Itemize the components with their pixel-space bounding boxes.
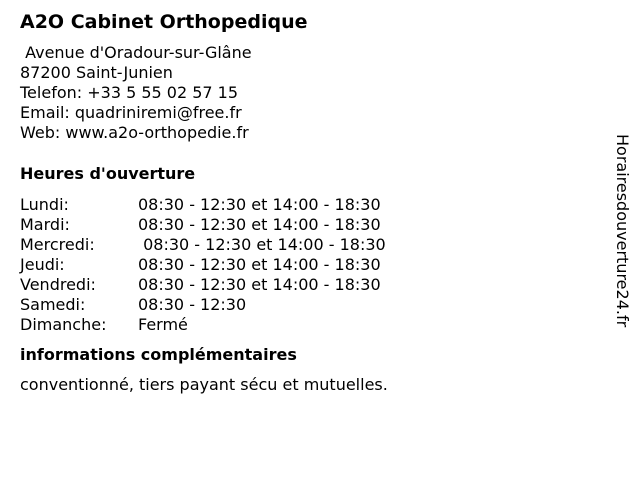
day-label: Lundi: (20, 195, 69, 214)
hours-row-friday (20, 275, 590, 295)
day-hours: 08:30 - 12:30 et 14:00 - 18:30 (138, 195, 381, 214)
opening-hours-heading: Heures d'ouverture (20, 164, 196, 183)
day-hours: 08:30 - 12:30 et 14:00 - 18:30 (138, 275, 381, 294)
hours-row-thursday (20, 255, 590, 275)
day-label: Mercredi: (20, 235, 95, 254)
address-city: 87200 Saint-Junien (20, 63, 173, 82)
extra-info-text: conventionné, tiers payant sécu et mutuelles. (20, 375, 388, 394)
address-block (20, 43, 590, 143)
address-street: Avenue d'Oradour-sur-Glâne (20, 43, 252, 62)
opening-hours-table (20, 195, 590, 335)
day-hours: 08:30 - 12:30 et 14:00 - 18:30 (138, 255, 381, 274)
day-hours: Fermé (138, 315, 188, 334)
web-line: Web: www.a2o-orthopedie.fr (20, 123, 249, 142)
hours-row-monday (20, 195, 590, 215)
site-watermark: Horairesdouverture24.fr (613, 134, 632, 328)
day-label: Dimanche: (20, 315, 107, 334)
day-hours: 08:30 - 12:30 et 14:00 - 18:30 (138, 215, 381, 234)
day-label: Samedi: (20, 295, 86, 314)
business-name: A2O Cabinet Orthopedique (20, 11, 308, 33)
phone-line: Telefon: +33 5 55 02 57 15 (20, 83, 239, 102)
day-label: Jeudi: (20, 255, 65, 274)
day-label: Vendredi: (20, 275, 96, 294)
hours-row-saturday (20, 295, 590, 315)
extra-info-heading: informations complémentaires (20, 345, 297, 364)
email-line: Email: quadriniremi@free.fr (20, 103, 242, 122)
day-hours: 08:30 - 12:30 et 14:00 - 18:30 (138, 235, 386, 254)
hours-row-wednesday (20, 235, 590, 255)
hours-row-sunday (20, 315, 590, 335)
day-hours: 08:30 - 12:30 (138, 295, 247, 314)
business-card (20, 10, 590, 395)
day-label: Mardi: (20, 215, 70, 234)
hours-row-tuesday (20, 215, 590, 235)
